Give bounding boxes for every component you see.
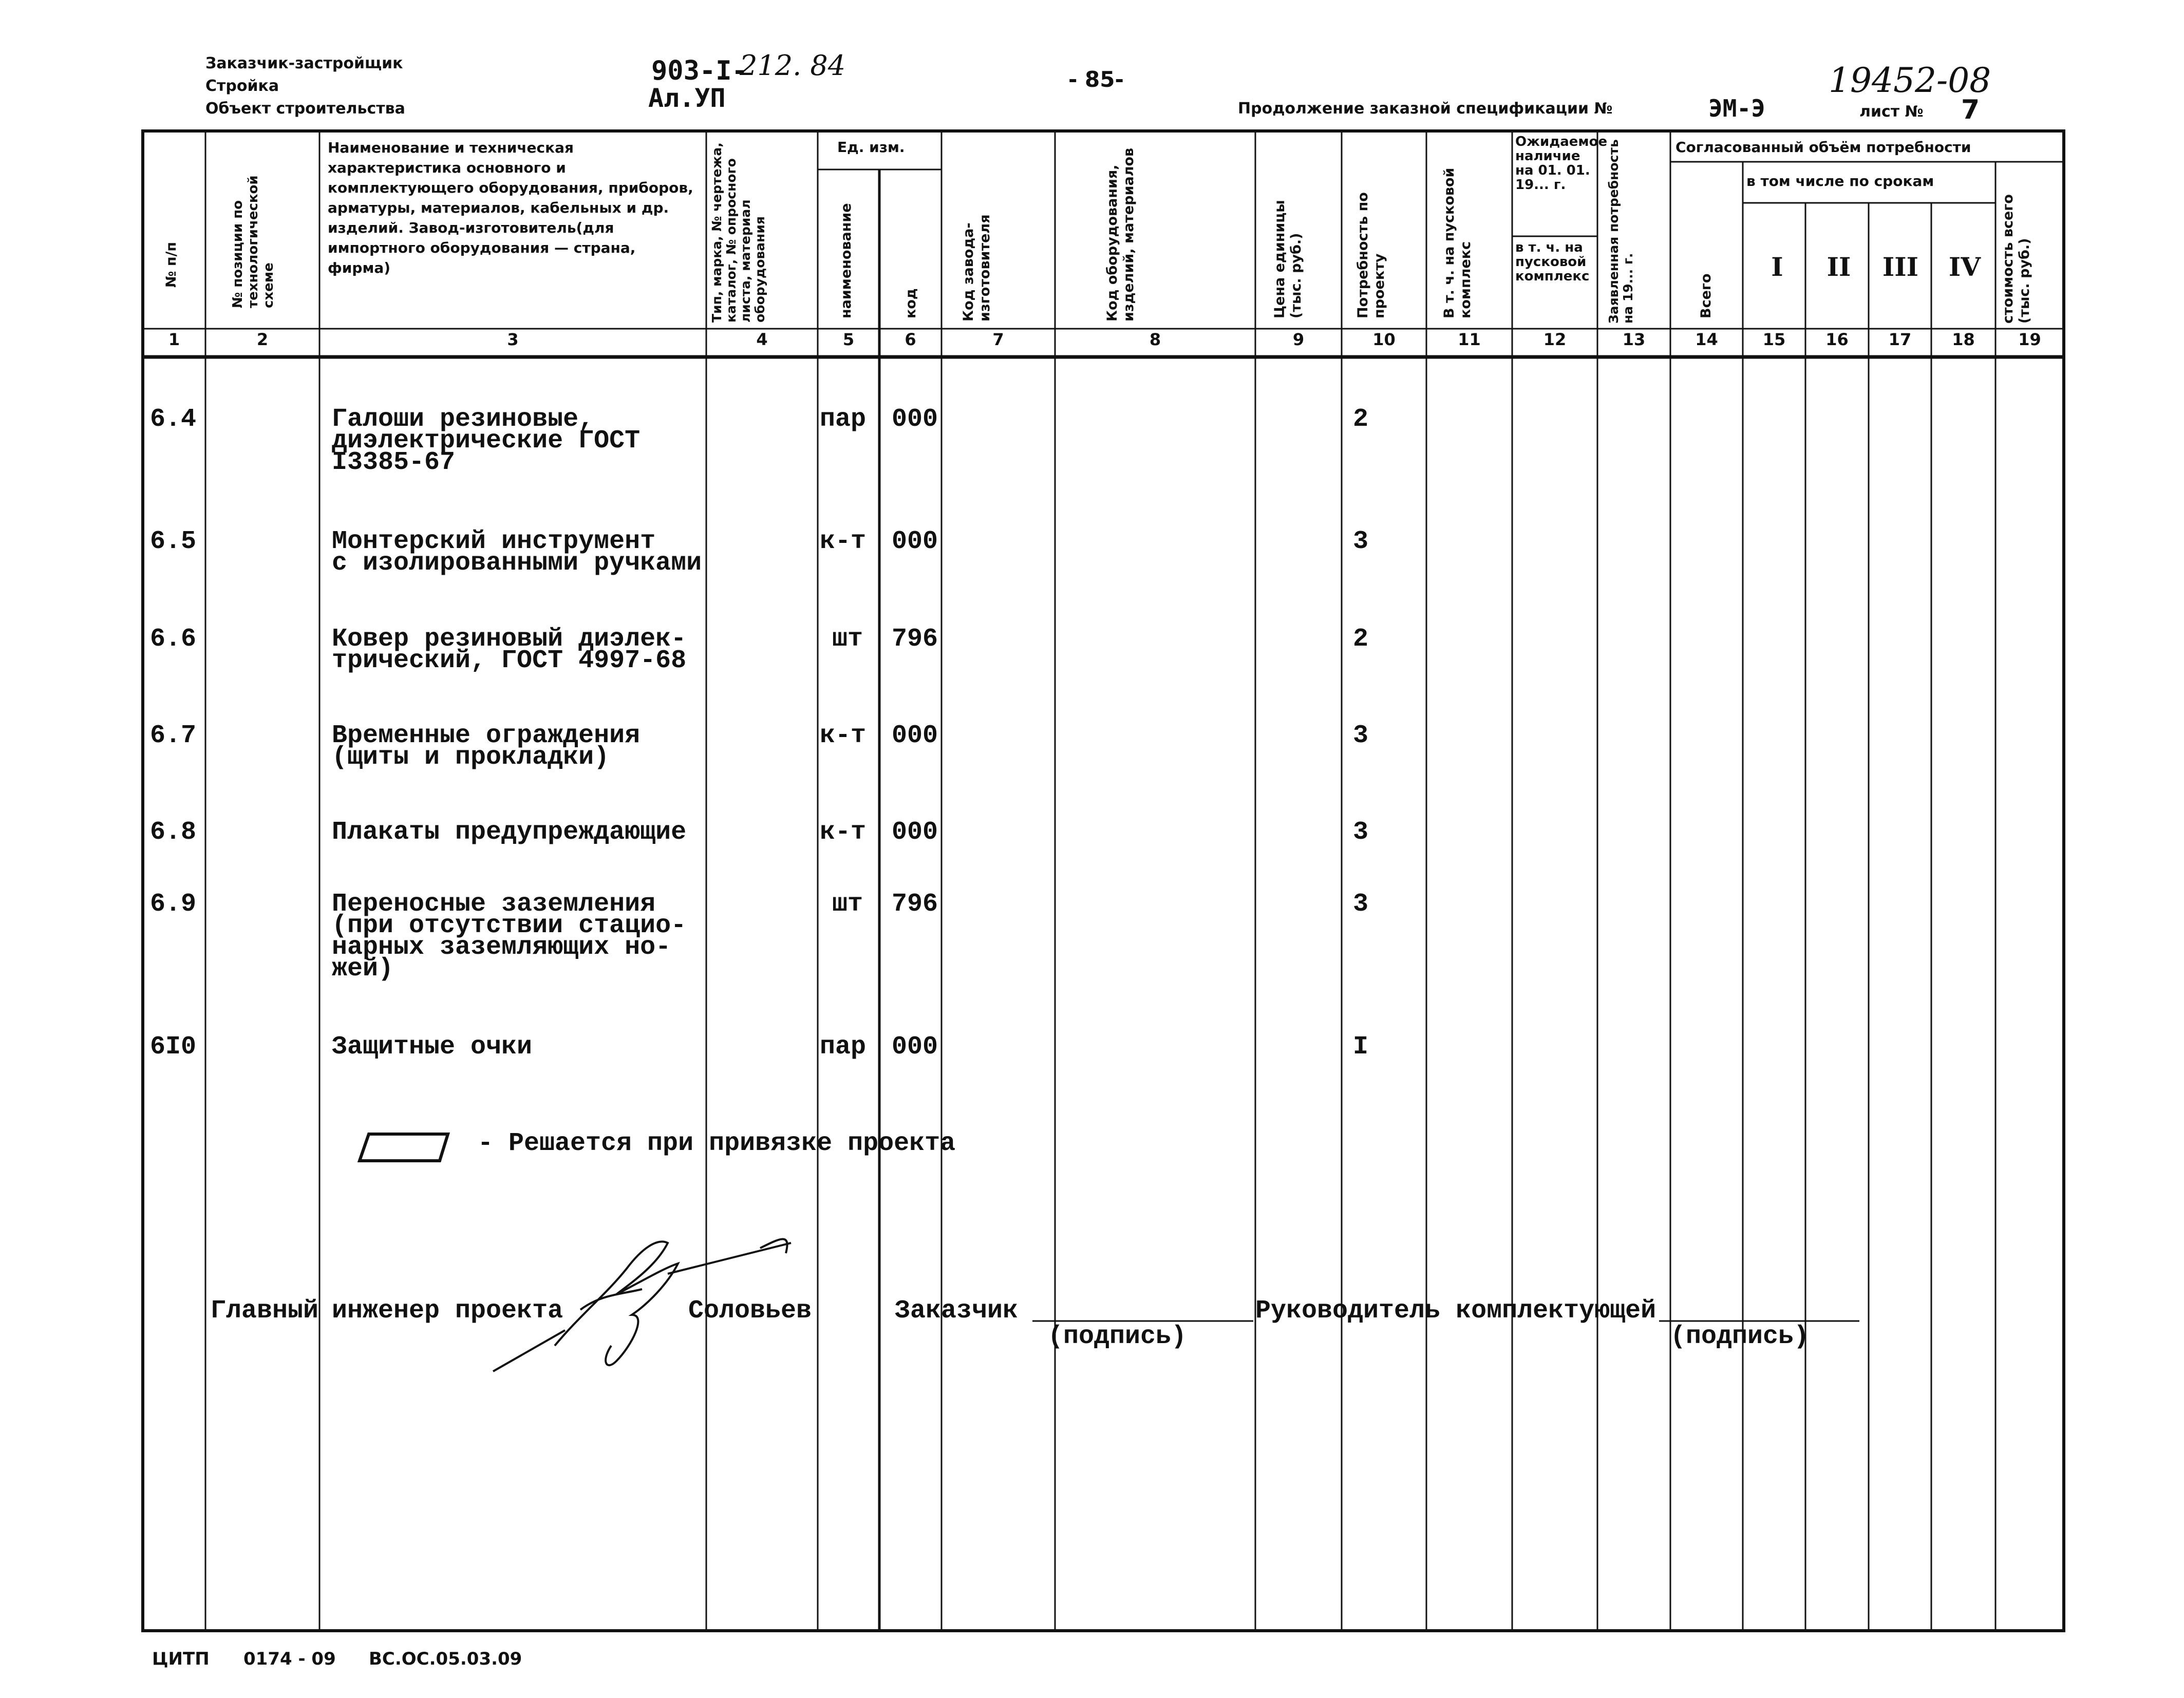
- column-number: 10: [1372, 330, 1396, 349]
- page-number: - 85-: [1068, 67, 1124, 92]
- column-number: 6: [905, 330, 916, 349]
- column-number: 2: [256, 330, 269, 349]
- column-number: 11: [1458, 330, 1481, 349]
- header-col3: Наименование и техническая характеристика основного и комплектующего оборудования, приборов, арматуры, материалов, кабельных и др. изделий. Завод-изготовитель(для импортного оборудования — страна, фирма): [328, 139, 693, 276]
- sheet-label: лист №: [1859, 103, 1924, 121]
- item-name-line: I3385-67: [332, 448, 456, 477]
- column-number: 9: [1292, 330, 1305, 349]
- site-line: Стройка: [205, 77, 279, 95]
- customer-line: Заказчик-застройщик: [205, 54, 403, 72]
- header-col7: Код завода-изготовителя: [961, 214, 993, 322]
- row-number: 6.8: [150, 818, 197, 847]
- need-by-project: 3: [1353, 818, 1369, 847]
- unit-name: к-т: [820, 527, 867, 556]
- column-number: 7: [992, 330, 1004, 349]
- chief-engineer-label: Главный: [211, 1296, 319, 1326]
- column-number: 14: [1695, 330, 1718, 349]
- column-number: 8: [1149, 330, 1161, 349]
- sheet-number: 7: [1961, 95, 1980, 125]
- column-number: 16: [1825, 330, 1849, 349]
- continuation-label: Продолжение заказной спецификации №: [1238, 100, 1613, 118]
- unit-code: 000: [892, 1032, 938, 1062]
- object-line: Объект строительства: [205, 100, 405, 118]
- header-col10: Потребность по проекту: [1355, 192, 1387, 318]
- column-number: 18: [1952, 330, 1975, 349]
- need-by-project: 2: [1353, 405, 1369, 434]
- header-col12-bottom: в т. ч. на пусковой комплекс: [1515, 240, 1590, 284]
- column-number: 15: [1762, 330, 1786, 349]
- column-number: 17: [1888, 330, 1912, 349]
- item-name-line: (при отсутствии стацио-: [332, 911, 687, 940]
- need-by-project: 3: [1353, 527, 1369, 556]
- item-name-line: Ковер резиновый диэлек-: [332, 625, 687, 654]
- unit-code: 796: [892, 890, 938, 919]
- footer-org: ЦИТП: [152, 1649, 210, 1669]
- column-number: 12: [1543, 330, 1567, 349]
- unit-code: 000: [892, 721, 938, 750]
- header-col14: Всего: [1698, 273, 1714, 318]
- item-name-line: трический, ГОСТ 4997-68: [332, 646, 687, 675]
- item-name-line: с изолированными ручками: [332, 549, 702, 578]
- header-col9: Цена единицы (тыс. руб.): [1272, 200, 1304, 318]
- need-by-project: 3: [1353, 890, 1369, 919]
- header-col12-top: Ожидаемое наличие на 01. 01. 19... г.: [1515, 134, 1608, 193]
- unit-code: 000: [892, 818, 938, 847]
- item-name-line: (щиты и прокладки): [332, 743, 610, 772]
- unit-name: к-т: [820, 818, 867, 847]
- header-agreed-group: Согласованный объём потребности: [1675, 139, 1971, 156]
- customer-sign-caption: (подпись): [1048, 1322, 1187, 1351]
- column-number: 3: [507, 330, 519, 349]
- unit-code: 000: [892, 405, 938, 434]
- item-name-line: жей): [332, 954, 394, 984]
- header-col1: № п/п: [163, 241, 179, 288]
- project-number: 903-I-: [651, 55, 748, 86]
- item-name-line: Защитные очки: [332, 1032, 533, 1062]
- item-name-line: Монтерский инструмент: [332, 527, 656, 556]
- row-number: 6.6: [150, 625, 197, 654]
- unit-code: 000: [892, 527, 938, 556]
- header-col8: Код оборудования, изделий, материалов: [1104, 147, 1137, 322]
- unit-name: пар: [820, 1032, 867, 1062]
- item-name-line: Плакаты предупреждающие: [332, 818, 687, 847]
- unit-name: к-т: [820, 721, 867, 750]
- item-name-line: Переносные заземления: [332, 890, 656, 919]
- customer-label: Заказчик: [895, 1296, 1019, 1326]
- item-name-line: диэлектрические ГОСТ: [332, 426, 641, 456]
- chief-engineer-label: инженер проекта: [332, 1296, 563, 1326]
- item-name-line: нарных заземляющих но-: [332, 933, 671, 962]
- header-terms-group: в том числе по срокам: [1746, 173, 1934, 190]
- item-name-line: Галоши резиновые,: [332, 405, 594, 434]
- header-col11: В т. ч. на пусковой комплекс: [1441, 167, 1474, 318]
- header-col5: наименование: [838, 203, 854, 318]
- header-col13: Заявленная потребность на 19... г.: [1606, 139, 1635, 324]
- unit-name: шт: [832, 625, 863, 654]
- row-number: 6I0: [150, 1032, 197, 1062]
- header-col4: Тип, марка, № чертежа, каталог, № опросного листа, материал оборудования: [709, 142, 767, 323]
- column-number: 4: [756, 330, 768, 349]
- column-number: 19: [2018, 330, 2041, 349]
- header-col15: I: [1771, 252, 1783, 282]
- row-number: 6.5: [150, 527, 197, 556]
- album-label: Ал.УП: [648, 83, 726, 113]
- column-number: 13: [1622, 330, 1646, 349]
- header-col17: III: [1882, 252, 1919, 282]
- need-by-project: I: [1353, 1032, 1369, 1062]
- project-suffix-handwritten: 212. 84: [740, 49, 846, 82]
- footer-ref: ВС.ОС.05.03.09: [369, 1649, 522, 1669]
- need-by-project: 3: [1353, 721, 1369, 750]
- row-number: 6.4: [150, 405, 197, 434]
- header-col6: код: [903, 288, 919, 318]
- column-number: 1: [168, 330, 180, 349]
- chief-engineer-name: Соловьев: [688, 1296, 812, 1326]
- footer-code: 0174 - 09: [243, 1649, 336, 1669]
- row-number: 6.9: [150, 890, 197, 919]
- note-text: - Решается при привязке проекта: [478, 1129, 956, 1158]
- column-number: 5: [842, 330, 855, 349]
- spec-number: ЭМ-Э: [1708, 95, 1765, 122]
- header-col18: IV: [1948, 252, 1981, 282]
- header-col2: № позиции по технологической схеме: [230, 175, 276, 308]
- unit-code: 796: [892, 625, 938, 654]
- item-name-line: Временные ограждения: [332, 721, 641, 750]
- need-by-project: 2: [1353, 625, 1369, 654]
- unit-name: пар: [820, 405, 867, 434]
- doc-number-handwritten: 19452-08: [1829, 61, 1991, 100]
- row-number: 6.7: [150, 721, 197, 750]
- header-col16: II: [1827, 252, 1851, 282]
- header-col19: стоимость всего (тыс. руб.): [2000, 194, 2032, 324]
- supplier-label: Руководитель комплектующей: [1255, 1296, 1656, 1326]
- supplier-sign-caption: (подпись): [1670, 1322, 1810, 1351]
- header-unit-group: Ед. изм.: [837, 139, 905, 156]
- unit-name: шт: [832, 890, 863, 919]
